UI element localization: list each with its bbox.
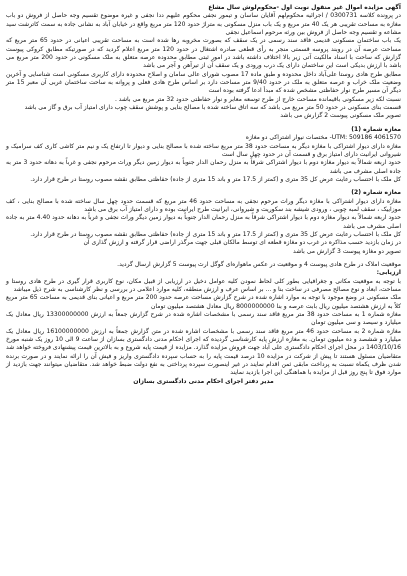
paragraph-residential: یک باب ساختمان مسکونی قدیمی فاقد سند رسمی در یک سقف که بصورت مخروبه رها شده است به مساحت تقریبی اعیانی در حدود 65 متر مربع که مساحت عرصه آن در روبند پروسه قسمتی منجر به رأی قطعی صادره اشتغال در حدود 120 متر مربع اعلام گردید که در صورتیکه مطابق کروکی پیوست گزارش که ساحت با اسناد مالکیت آتی زیر بالا اختلاف داشته باشد در امور ثبتی مطابق محدوده عرصه متعلق به ملک مسکونی در حدود 200 متر مربع می باشد با ارزش بدیکی است این ساختمان دارای یک درب ورودی و یک سقف آن از تیرآهن و آجر می باشد <box>6 37 401 70</box>
notice-intro: در پرونده کلاسه 0300731 / اجرائیه محکوم‌لهم آقایان ساسان و تیمور نجفی محکوم علیهم ددا نجفی و غیره موضوع تقسیم وجه حاصل از فروش دو باب مغازه به مساحت تقریبی هر یک 40 متر مربع و یک باب منزل مسکونی به متراژ حدود 120 متر مربع واقع در خیابان آباد به نشانی جاده به سمت کاترشت سید مشاعه و تقسیم وجه حاصل از فروش بین ورثه مرحوم اسماعیل نجفی <box>6 12 402 37</box>
shop2-photo: تصویر دو مغازه پیوست 3 گزارش می باشد <box>293 247 401 255</box>
shop2-plan: کل ملک با احتساب رعایت عرض کل 35 متری و (کمتر از 17.5 متر و باند 15 متری از جاده) حفاظتی مطابق نقشه مصوب روستا در طرح قرار دارد. <box>30 230 401 238</box>
value-shop1: مغازه شماره 1 به مساحت حدود 38 متر مربع فاقد سند رسمی با مشخصات اشاره شده در شرح گزارش جمعاً به ارزش 13300000000 ریال معادل یک میلیارد و سیصد و سی میلیون تومان <box>6 311 401 327</box>
shop2-title: مغازه شماره (2) <box>351 189 401 197</box>
paragraph-building: قسمت بنای مسکونی در حدود 50 متر مربع می باشد که سه اتاق ساخته شده با مصالح بنایی و پوشش سقف چوب دارای امتیاز آب برق و گاز می باشد <box>24 104 401 112</box>
valuation-title: ارزیابی: <box>376 269 401 277</box>
notice-title: آگهی مزایده اموال غیر منقول نوبت اول -محکوم‌لوش سال مشاع <box>208 4 401 11</box>
shop1-title: مغازه شماره (1) <box>351 125 401 133</box>
valuation-text: با توجه به موقعیت مکانی و جغرافیایی بطور کلی لحاظ نمودن کلیه عوامل دخیل در ارزیابی از قبیل مکان، نوع کاربری قرار گیری در طرح هادی روستا و مساحت، ابعاد و نوع مصالح مصرفی در ساخت بنا و ... بر اساس عرف و ارزش منطقه، کلیه موارد اعلامی در بررسی و نظر کارشناسی به شرح ذیل میباشد <box>6 277 401 293</box>
signature-title: مدیر دفتر اجرای احکام مدنی دادگستری بسازان <box>133 377 274 385</box>
shop1-description: مغازه دارای دیوار اشتراکی با مغازه دیگر به مساحت حدود 38 متر مربع ساخته شده با مصالح بنایی و دیوار تا ارتفاع یک و نیم متر کاشی کاری کف سرامیک و شیروانی ایرانیت دارای امتیاز برق و قسمت آن در حدود چهل سال است <box>6 142 401 158</box>
shop1-utm: UTM: 509186 4061570- مختصات نیوار اشتراکی دو مغازه <box>245 134 401 142</box>
paragraph-remaining: نسبت لکه زیر مسکونی باقیمانده مساحت خارج از طرح توسعه معابر و نوار حفاظتی حدود 32 متر مربع می باشد . <box>114 95 401 103</box>
shop2-description: مغازه دارای دیوار اشتراکی با مغازه دیگر وراث مرحوم نجفی به مساحت حدود 46 متر مربع که قسمت حدود چهل سال ساخته شده با مصالح بنایی ، کف موزاییک ، سقف لمبه چوبی ، ورودی شیشه بند سکوریت و شیروانی، ایرانیت طرح ایرانیت بوده و دارای امتیاز آب برق می باشد <box>6 197 401 213</box>
value-house: ملک مسکونی در وضع موجود با توجه به موارد اشاره شده در شرح گزارش مساحت عرصه حدود 200 متر مربع و اعیانی بنای قدیمی به مساحت 65 متر مربع کلاً به ارزش هشتصد میلیون ریال بابت عرصه و بنا 8000000000 ریال معادل هشتصد میلیون تومان <box>6 294 401 310</box>
paragraph-plan: مطابق طرح هادی روستا علی‌آباد داخل محدوده و طبق ماده 17 مصوب شورای عالی سامان و اصلاح محدوده دارای کاربری مسکونی است شناسایی و آخرین وضعیت ملک خراب و عرصه متعلق به ملک در حدود 9/40 متر مساحت دارد بر اساس طرح هادی فعلی و پروانه به ساحت ساختمان غربی آن معبر 15 متر دیگر آن مسیر طرح نوار حفاظتی مشخص شده که مبدأ ادعا گرفته بوده است <box>6 70 401 95</box>
value-shop2: مغازه شماره 2 به مساحت حدود 46 متر مربع فاقد سند رسمی با مشخصات اشاره شده در متن گزارش جمعاً به ارزش 16100000000 ریال معادل یک میلیارد و ششصد و ده میلیون تومان. به مغازه ارزش پایه کارشناسی گردیده که اجرای احکام مدنی دادگستری بسازان از ساعت 9 الی 10 روز یک شنبه مورخ 1403/10/16 در محل اجرای احکام دادگستری علی آباد جهت فروش مزایده گذارد. مزایده از قیمت پایه شروع و به بالاترین قیمت پیشنهادی فروخته خواهد شد متقاضیان مسئول هستند تا پیش از شرکت در مزایده 10 درصد قیمت پایه را به حساب سپرده دادگستری واریز و فیش آن را ارائه نمایند و در صورت برنده شدن ظرف یکماه نسبت به پرداخت مابقی ثمن اقدام نمایند در غیر اینصورت سپرده پرداختی به نفع دولت ضبط خواهد شد. متقاضیان میتوانند جهت بازدید از موارد فوق تا پنج روز قبل از مزایده با هماهنگی این اجرا بازدید نمایند <box>6 327 401 377</box>
paragraph-photo-house: تصویر ملک مسکونی پیوست 2 گزارش می باشد <box>280 112 401 120</box>
shop2-bounds: حدود اربعه شمالاً به دیوار مغازه دوم با دیوار اشتراکی شرقاً به منزل رحمان الدار جنوباً به دیوار زمین دیگر وراث نجفی و غرباً به دهانه حدود 4.40 متر به جاده اصلی مشرف می باشد <box>6 214 401 230</box>
valuation-intro: موقعیت املاک در طرح هادی پیوست 4 و موقعیت در عکس ماهواره‌ای گوگل ارث پیوست 5 گزارش ارسال گردید. <box>117 260 401 268</box>
shop2-extra: در زمان بازدید حسب مذاکره در غرب دو مغازه قطعه ای توسط مالکان قبلی جهت مرگذر اراضی قرار گرفته و ارزش گذاری آن <box>83 239 401 247</box>
shop1-plan: کل ملک با احتساب رعایت عرض کل 35 متری و (کمتر از 17.5 متر و باند 15 متری از جاده) حفاظتی مطابق نقشه مصوب روستا در طرح قرار دارد. <box>30 175 401 183</box>
shop1-bounds: حدود اربعه شمالاً به دیوار مغازه دوم با دیوار اشتراکی شرقاً به منزل رحمان الدار جنوباً به دیوار زمین دیگر وراث مرحوم نجفی و غرباً به دهانه حدود 3 متر به جاده اصلی مشرف می باشد <box>6 159 401 175</box>
